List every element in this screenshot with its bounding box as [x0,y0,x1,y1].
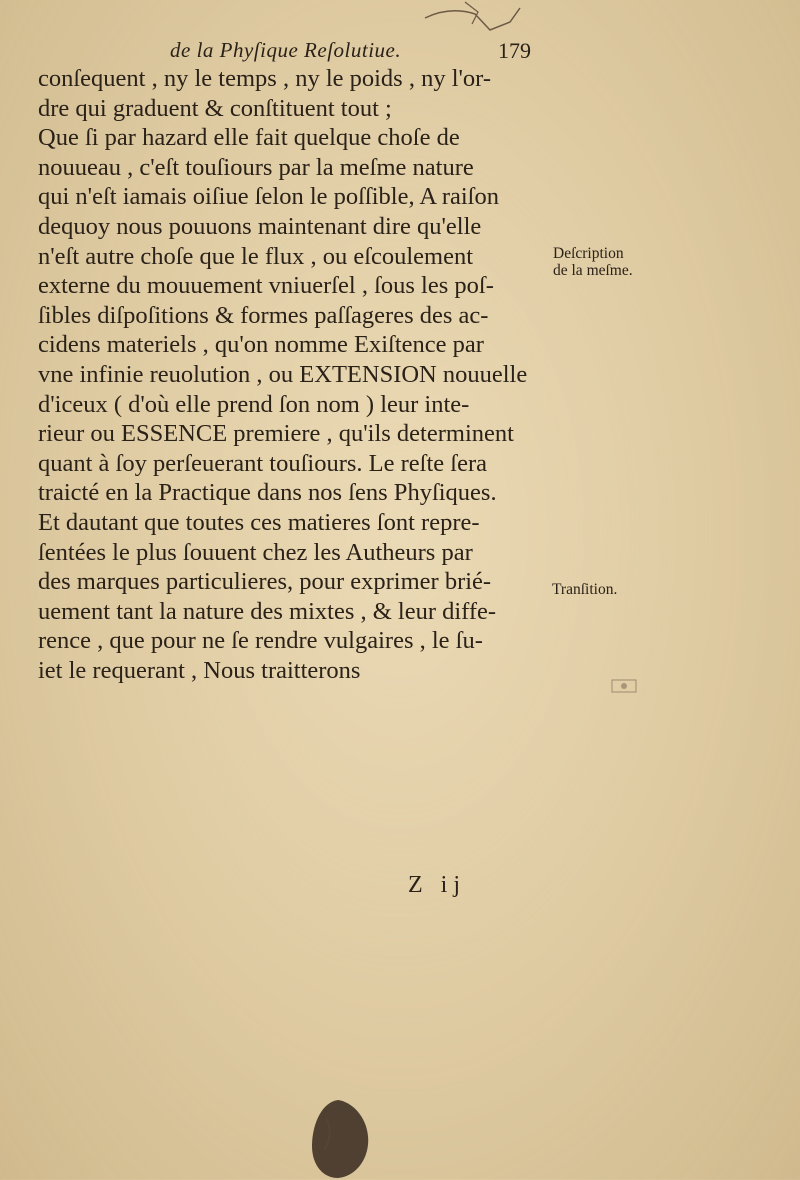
text-line: Que ſi par hazard elle fait quelque choſe de [38,124,460,152]
text-line: n'eſt autre choſe que le flux , ou eſcoulement [38,242,474,270]
margin-note-description [553,245,633,279]
text-line: ſibles diſpoſitions & formes paſſageres des ac- [38,301,489,329]
text-line: vne infinie reuolution , ou EXTENSION nouuelle [38,360,528,388]
text-line: uement tant la nature des mixtes , & leur diffe- [38,597,497,625]
signature-mark: Z ij [408,872,466,898]
text-line: dre qui graduent & conſtituent tout ; [38,94,392,122]
text-line: externe du mouuement vniuerſel , ſous les poſ- [38,272,494,300]
margin-note-line: Deſcription [553,245,624,262]
text-line: rence , que pour ne ſe rendre vulgaires , le ſu- [38,627,483,655]
text-line: conſequent , ny le temps , ny le poids , ny l'or- [38,65,492,92]
text-line: Et dautant que toutes ces matieres ſont repre- [38,508,480,536]
ink-smudge [610,676,640,698]
text-line: rieur ou ESSENCE premiere , qu'ils determinent [38,420,514,448]
paper-tear-mark [420,0,530,40]
text-line: ſentées le plus ſouuent chez les Autheurs par [38,538,473,566]
text-line: nouueau , c'eſt touſiours par la meſme nature [38,153,474,181]
text-line: iet le requerant , Nous traitterons [38,656,361,684]
ink-stain [308,1098,372,1180]
body-text [38,64,558,685]
running-title: de la Phyſique Reſolutiue. [170,38,402,62]
margin-note-transition: Tranſition. [552,581,618,598]
text-line: des marques particulieres, pour exprimer brié- [38,568,492,596]
text-line: traicté en la Practique dans nos ſens Phyſiques. [38,479,497,507]
page-number: 179 [498,38,531,63]
text-line: cidens materiels , qu'on nomme Exiſtence par [38,331,484,359]
text-line: dequoy nous pouuons maintenant dire qu'elle [38,212,482,240]
text-line: d'iceux ( d'où elle prend ſon nom ) leur inte- [38,390,470,418]
text-line: qui n'eſt iamais oiſiue ſelon le poſſible, A raiſon [38,183,499,211]
margin-note-line: de la meſme. [553,262,633,279]
text-line: quant à ſoy perſeuerant touſiours. Le reſte ſera [38,449,487,477]
